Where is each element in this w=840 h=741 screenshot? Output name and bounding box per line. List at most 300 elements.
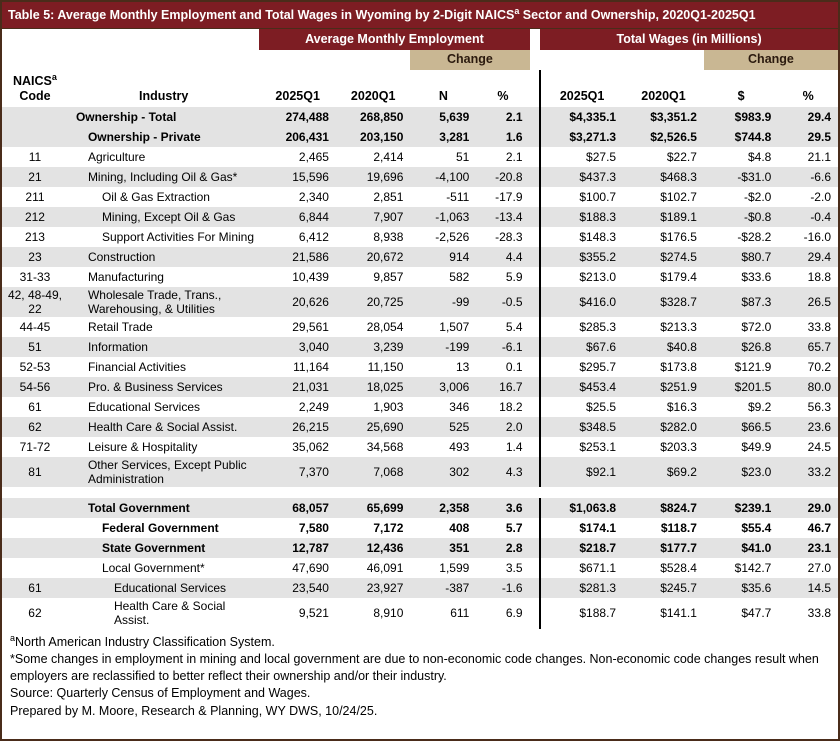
cell-emp-2025q1: 6,844 (259, 207, 336, 227)
cell-industry: Financial Activities (68, 357, 259, 377)
cell-emp-change-n: -99 (410, 287, 476, 317)
group-header-employment-change: Change (410, 50, 529, 70)
cell-emp-2020q1: 7,907 (336, 207, 410, 227)
cell-emp-2025q1: 12,787 (259, 538, 336, 558)
cell-wag-change-dollar: $41.0 (704, 538, 778, 558)
cell-wag-change-dollar: $80.7 (704, 247, 778, 267)
cell-wag-2020q1: $173.8 (623, 357, 704, 377)
cell-naics-code: 42, 48-49, 22 (2, 287, 68, 317)
cell-wag-change-pct: 18.8 (778, 267, 838, 287)
spacer-cell (336, 50, 410, 70)
cell-emp-change-n: 3,281 (410, 127, 476, 147)
cell-emp-2020q1: 19,696 (336, 167, 410, 187)
cell-wag-2020q1: $102.7 (623, 187, 704, 207)
spacer-cell (530, 457, 541, 487)
spacer-cell (530, 558, 541, 578)
cell-wag-2020q1: $282.0 (623, 417, 704, 437)
cell-naics-code: 31-33 (2, 267, 68, 287)
cell-emp-change-pct: -17.9 (476, 187, 529, 207)
cell-industry: Construction (68, 247, 259, 267)
cell-emp-change-pct: 1.6 (476, 127, 529, 147)
cell-industry: Mining, Except Oil & Gas (68, 207, 259, 227)
cell-wag-2020q1: $177.7 (623, 538, 704, 558)
cell-wag-change-pct: -2.0 (778, 187, 838, 207)
cell-wag-change-pct: -0.4 (778, 207, 838, 227)
cell-wag-2020q1: $245.7 (623, 578, 704, 598)
cell-wag-2025q1: $355.2 (540, 247, 623, 267)
cell-emp-change-n: 611 (410, 598, 476, 628)
cell-wag-change-dollar: $121.9 (704, 357, 778, 377)
cell-emp-2020q1: 8,910 (336, 598, 410, 628)
cell-emp-change-n: 1,507 (410, 317, 476, 337)
change-header-row (2, 50, 838, 70)
cell-wag-2025q1: $92.1 (540, 457, 623, 487)
cell-emp-change-n: 582 (410, 267, 476, 287)
footnote-source: Source: Quarterly Census of Employment and Wages. (10, 686, 311, 701)
cell-emp-2025q1: 11,164 (259, 357, 336, 377)
cell-naics-code: 213 (2, 227, 68, 247)
cell-wag-change-dollar: $49.9 (704, 437, 778, 457)
title-footnote-marker: a (514, 6, 520, 16)
cell-wag-change-dollar: $72.0 (704, 317, 778, 337)
cell-naics-code (2, 558, 68, 578)
cell-naics-code: 54-56 (2, 377, 68, 397)
cell-wag-2020q1: $141.1 (623, 598, 704, 628)
cell-emp-change-pct: 16.7 (476, 377, 529, 397)
col-header-emp-change-pct: % (476, 70, 529, 107)
spacer-cell (530, 207, 541, 227)
cell-emp-change-pct: 5.7 (476, 518, 529, 538)
cell-industry: Educational Services (68, 578, 259, 598)
cell-industry: Oil & Gas Extraction (68, 187, 259, 207)
col-header-wag-2020q1: 2020Q1 (623, 70, 704, 107)
cell-emp-change-n: 51 (410, 147, 476, 167)
cell-wag-change-dollar: $55.4 (704, 518, 778, 538)
cell-emp-change-n: -511 (410, 187, 476, 207)
cell-emp-2020q1: 25,690 (336, 417, 410, 437)
spacer-cell (530, 147, 541, 167)
cell-emp-change-pct: -13.4 (476, 207, 529, 227)
cell-wag-2020q1: $16.3 (623, 397, 704, 417)
cell-emp-2020q1: 9,857 (336, 267, 410, 287)
cell-emp-2025q1: 6,412 (259, 227, 336, 247)
cell-wag-change-dollar: -$2.0 (704, 187, 778, 207)
cell-emp-2020q1: 2,414 (336, 147, 410, 167)
table-row (2, 357, 838, 377)
cell-emp-change-n: 302 (410, 457, 476, 487)
table-row (2, 437, 838, 457)
cell-naics-code (2, 538, 68, 558)
cell-emp-change-pct: 5.9 (476, 267, 529, 287)
spacer-cell (259, 50, 336, 70)
cell-emp-2020q1: 23,927 (336, 578, 410, 598)
table-row (2, 317, 838, 337)
cell-wag-2025q1: $213.0 (540, 267, 623, 287)
cell-industry: Total Government (68, 498, 259, 518)
table-row (2, 107, 838, 127)
table-row (2, 397, 838, 417)
cell-wag-2025q1: $100.7 (540, 187, 623, 207)
cell-naics-code: 212 (2, 207, 68, 227)
cell-industry: State Government (68, 538, 259, 558)
table-row (2, 578, 838, 598)
spacer-cell (2, 29, 68, 51)
cell-emp-2025q1: 9,521 (259, 598, 336, 628)
spacer-cell (68, 50, 259, 70)
cell-wag-change-pct: 23.1 (778, 538, 838, 558)
cell-wag-2020q1: $22.7 (623, 147, 704, 167)
cell-wag-2020q1: $40.8 (623, 337, 704, 357)
spacer-cell (530, 29, 541, 51)
cell-wag-change-pct: 65.7 (778, 337, 838, 357)
cell-emp-change-n: 3,006 (410, 377, 476, 397)
cell-wag-change-dollar: $4.8 (704, 147, 778, 167)
table-row-spacer (2, 487, 838, 498)
cell-emp-2025q1: 7,580 (259, 518, 336, 538)
cell-emp-2020q1: 268,850 (336, 107, 410, 127)
cell-naics-code: 81 (2, 457, 68, 487)
cell-wag-change-pct: 33.8 (778, 317, 838, 337)
cell-naics-code (2, 107, 68, 127)
cell-industry: Information (68, 337, 259, 357)
cell-emp-change-n: 346 (410, 397, 476, 417)
cell-naics-code: 11 (2, 147, 68, 167)
cell-wag-2025q1: $437.3 (540, 167, 623, 187)
cell-emp-change-n: -387 (410, 578, 476, 598)
cell-wag-change-pct: 26.5 (778, 287, 838, 317)
col-header-wag-change-dollar: $ (704, 70, 778, 107)
cell-wag-change-dollar: $23.0 (704, 457, 778, 487)
cell-emp-2020q1: 65,699 (336, 498, 410, 518)
cell-naics-code: 211 (2, 187, 68, 207)
footnotes (2, 629, 838, 720)
cell-emp-change-pct: 5.4 (476, 317, 529, 337)
spacer-cell (530, 317, 541, 337)
cell-emp-change-pct: 4.4 (476, 247, 529, 267)
cell-emp-change-n: 914 (410, 247, 476, 267)
footnote-a-marker: a (10, 632, 16, 643)
cell-naics-code: 44-45 (2, 317, 68, 337)
cell-emp-change-n: -4,100 (410, 167, 476, 187)
cell-naics-code: 51 (2, 337, 68, 357)
cell-wag-2020q1: $2,526.5 (623, 127, 704, 147)
cell-naics-code: 61 (2, 397, 68, 417)
cell-emp-change-pct: -20.8 (476, 167, 529, 187)
footnote-asterisk: *Some changes in employment in mining and local government are due to non-economic code changes. Non-economic code changes result when employers are reclassified to better reflect their ownership and/or their industry. (10, 652, 819, 683)
table-row (2, 498, 838, 518)
cell-industry: Leisure & Hospitality (68, 437, 259, 457)
cell-wag-change-dollar: $26.8 (704, 337, 778, 357)
cell-emp-change-pct: 0.1 (476, 357, 529, 377)
cell-wag-2020q1: $189.1 (623, 207, 704, 227)
cell-emp-2020q1: 203,150 (336, 127, 410, 147)
cell-emp-2020q1: 7,172 (336, 518, 410, 538)
table-row (2, 127, 838, 147)
cell-industry: Educational Services (68, 397, 259, 417)
cell-industry: Wholesale Trade, Trans., Warehousing, & Utilities (68, 287, 259, 317)
cell-wag-change-pct: 33.8 (778, 598, 838, 628)
cell-industry: Ownership - Total (68, 107, 259, 127)
cell-emp-change-pct: 1.4 (476, 437, 529, 457)
spacer-cell (2, 487, 838, 498)
cell-wag-change-pct: 33.2 (778, 457, 838, 487)
footnote-a (10, 633, 830, 651)
footnote-a-text: North American Industry Classification System. (15, 634, 275, 649)
cell-emp-change-pct: -1.6 (476, 578, 529, 598)
cell-emp-change-n: -2,526 (410, 227, 476, 247)
cell-wag-2020q1: $176.5 (623, 227, 704, 247)
cell-wag-2025q1: $3,271.3 (540, 127, 623, 147)
cell-industry: Support Activities For Mining (68, 227, 259, 247)
cell-wag-change-dollar: $35.6 (704, 578, 778, 598)
cell-emp-change-n: 351 (410, 538, 476, 558)
cell-naics-code: 62 (2, 417, 68, 437)
cell-emp-2025q1: 47,690 (259, 558, 336, 578)
cell-wag-change-pct: 24.5 (778, 437, 838, 457)
spacer-cell (530, 377, 541, 397)
cell-wag-change-pct: 29.4 (778, 247, 838, 267)
column-header-row (2, 70, 838, 107)
table-row (2, 247, 838, 267)
cell-wag-change-dollar: $983.9 (704, 107, 778, 127)
cell-wag-change-pct: 80.0 (778, 377, 838, 397)
cell-wag-2020q1: $69.2 (623, 457, 704, 487)
cell-emp-2025q1: 2,465 (259, 147, 336, 167)
spacer-cell (530, 247, 541, 267)
table-row (2, 337, 838, 357)
cell-wag-change-dollar: $744.8 (704, 127, 778, 147)
cell-emp-2025q1: 21,031 (259, 377, 336, 397)
spacer-cell (530, 357, 541, 377)
table-row (2, 538, 838, 558)
cell-emp-change-pct: -28.3 (476, 227, 529, 247)
cell-industry: Mining, Including Oil & Gas* (68, 167, 259, 187)
cell-naics-code: 61 (2, 578, 68, 598)
cell-wag-change-dollar: $9.2 (704, 397, 778, 417)
cell-industry: Pro. & Business Services (68, 377, 259, 397)
cell-wag-change-dollar: -$0.8 (704, 207, 778, 227)
cell-emp-change-pct: 2.8 (476, 538, 529, 558)
cell-wag-change-dollar: $142.7 (704, 558, 778, 578)
cell-naics-code: 62 (2, 598, 68, 628)
cell-emp-change-pct: 6.9 (476, 598, 529, 628)
table-title (2, 2, 838, 29)
table-row (2, 457, 838, 487)
group-header-row (2, 29, 838, 51)
cell-wag-2025q1: $295.7 (540, 357, 623, 377)
cell-wag-change-pct: 56.3 (778, 397, 838, 417)
cell-naics-code: 71-72 (2, 437, 68, 457)
cell-emp-2025q1: 10,439 (259, 267, 336, 287)
cell-industry: Manufacturing (68, 267, 259, 287)
cell-emp-change-n: 13 (410, 357, 476, 377)
cell-emp-change-n: 408 (410, 518, 476, 538)
cell-wag-2025q1: $285.3 (540, 317, 623, 337)
cell-emp-change-n: 1,599 (410, 558, 476, 578)
cell-wag-2025q1: $671.1 (540, 558, 623, 578)
group-header-wages-change: Change (704, 50, 838, 70)
table-row (2, 558, 838, 578)
cell-naics-code: 52-53 (2, 357, 68, 377)
cell-wag-change-dollar: $47.7 (704, 598, 778, 628)
cell-wag-change-pct: -6.6 (778, 167, 838, 187)
cell-wag-2020q1: $213.3 (623, 317, 704, 337)
cell-emp-2020q1: 2,851 (336, 187, 410, 207)
table-row (2, 227, 838, 247)
spacer-cell (530, 437, 541, 457)
cell-emp-2025q1: 15,596 (259, 167, 336, 187)
cell-emp-2020q1: 20,725 (336, 287, 410, 317)
cell-industry: Agriculture (68, 147, 259, 167)
cell-wag-2025q1: $453.4 (540, 377, 623, 397)
cell-emp-2025q1: 29,561 (259, 317, 336, 337)
cell-industry: Health Care & Social Assist. (68, 598, 259, 628)
table-row (2, 207, 838, 227)
table-title-before: Table 5: Average Monthly Employment and Total Wages in Wyoming by 2-Digit NAICS (8, 8, 515, 23)
col-header-wag-2025q1: 2025Q1 (540, 70, 623, 107)
footnote-prepared-by: Prepared by M. Moore, Research & Planning, WY DWS, 10/24/25. (10, 703, 378, 718)
spacer-cell (530, 598, 541, 628)
cell-emp-2020q1: 34,568 (336, 437, 410, 457)
col-header-emp-2025q1: 2025Q1 (259, 70, 336, 107)
table-row (2, 187, 838, 207)
cell-wag-change-dollar: $87.3 (704, 287, 778, 317)
spacer-cell (530, 417, 541, 437)
cell-emp-change-n: 2,358 (410, 498, 476, 518)
table-row (2, 147, 838, 167)
cell-emp-change-pct: 3.5 (476, 558, 529, 578)
table-row (2, 598, 838, 628)
cell-wag-2025q1: $218.7 (540, 538, 623, 558)
cell-wag-2025q1: $253.1 (540, 437, 623, 457)
cell-wag-2020q1: $528.4 (623, 558, 704, 578)
cell-emp-change-pct: 18.2 (476, 397, 529, 417)
spacer-cell (530, 287, 541, 317)
table-row (2, 417, 838, 437)
cell-wag-change-dollar: $239.1 (704, 498, 778, 518)
spacer-cell (530, 50, 541, 70)
cell-wag-2020q1: $251.9 (623, 377, 704, 397)
cell-wag-change-pct: -16.0 (778, 227, 838, 247)
cell-wag-2025q1: $188.3 (540, 207, 623, 227)
cell-naics-code: 21 (2, 167, 68, 187)
group-header-wages: Total Wages (in Millions) (540, 29, 838, 51)
group-header-employment: Average Monthly Employment (259, 29, 529, 51)
cell-wag-2025q1: $4,335.1 (540, 107, 623, 127)
cell-wag-2025q1: $148.3 (540, 227, 623, 247)
spacer-cell (623, 50, 704, 70)
spacer-cell (530, 538, 541, 558)
cell-emp-2025q1: 2,340 (259, 187, 336, 207)
cell-emp-2020q1: 11,150 (336, 357, 410, 377)
cell-wag-change-pct: 29.5 (778, 127, 838, 147)
employment-wages-table (2, 29, 838, 629)
cell-wag-2025q1: $174.1 (540, 518, 623, 538)
table-row (2, 377, 838, 397)
cell-emp-2020q1: 12,436 (336, 538, 410, 558)
spacer-cell (540, 50, 623, 70)
col-header-emp-2020q1: 2020Q1 (336, 70, 410, 107)
cell-emp-2020q1: 28,054 (336, 317, 410, 337)
cell-emp-2025q1: 274,488 (259, 107, 336, 127)
cell-wag-change-pct: 23.6 (778, 417, 838, 437)
cell-industry: Retail Trade (68, 317, 259, 337)
cell-emp-change-pct: -6.1 (476, 337, 529, 357)
cell-wag-change-pct: 27.0 (778, 558, 838, 578)
cell-wag-2020q1: $203.3 (623, 437, 704, 457)
spacer-cell (68, 29, 259, 51)
spacer-cell (530, 167, 541, 187)
cell-emp-change-pct: 4.3 (476, 457, 529, 487)
spacer-cell (530, 107, 541, 127)
spacer-cell (530, 227, 541, 247)
cell-emp-2025q1: 68,057 (259, 498, 336, 518)
cell-emp-2020q1: 18,025 (336, 377, 410, 397)
spacer-cell (530, 127, 541, 147)
table-body (2, 107, 838, 629)
cell-wag-2020q1: $824.7 (623, 498, 704, 518)
cell-wag-2020q1: $328.7 (623, 287, 704, 317)
spacer-cell (530, 267, 541, 287)
cell-industry: Other Services, Except Public Administration (68, 457, 259, 487)
cell-wag-2020q1: $179.4 (623, 267, 704, 287)
cell-emp-change-pct: -0.5 (476, 287, 529, 317)
cell-wag-change-dollar: -$28.2 (704, 227, 778, 247)
cell-naics-code (2, 518, 68, 538)
col-header-naics-text: NAICS (13, 74, 52, 89)
spacer-cell (530, 578, 541, 598)
table-row (2, 287, 838, 317)
col-header-code-text: Code (19, 88, 51, 103)
col-header-wag-change-pct: % (778, 70, 838, 107)
cell-wag-change-pct: 29.4 (778, 107, 838, 127)
cell-wag-change-pct: 14.5 (778, 578, 838, 598)
table-row (2, 518, 838, 538)
cell-wag-2020q1: $468.3 (623, 167, 704, 187)
cell-industry: Federal Government (68, 518, 259, 538)
cell-emp-2025q1: 206,431 (259, 127, 336, 147)
spacer-cell (530, 70, 541, 107)
cell-naics-code: 23 (2, 247, 68, 267)
cell-emp-2025q1: 35,062 (259, 437, 336, 457)
col-header-naics-sup: a (51, 72, 57, 83)
cell-wag-2020q1: $3,351.2 (623, 107, 704, 127)
cell-emp-2020q1: 8,938 (336, 227, 410, 247)
cell-emp-change-pct: 2.1 (476, 107, 529, 127)
cell-emp-2025q1: 26,215 (259, 417, 336, 437)
cell-wag-2025q1: $67.6 (540, 337, 623, 357)
cell-naics-code (2, 127, 68, 147)
spacer-cell (530, 397, 541, 417)
cell-wag-change-dollar: -$31.0 (704, 167, 778, 187)
cell-emp-2025q1: 2,249 (259, 397, 336, 417)
table-row (2, 267, 838, 287)
cell-industry: Health Care & Social Assist. (68, 417, 259, 437)
cell-emp-change-n: 525 (410, 417, 476, 437)
cell-emp-change-pct: 3.6 (476, 498, 529, 518)
spacer-cell (530, 498, 541, 518)
col-header-naics-code (2, 70, 68, 107)
cell-wag-2025q1: $27.5 (540, 147, 623, 167)
cell-wag-change-pct: 70.2 (778, 357, 838, 377)
cell-emp-change-pct: 2.1 (476, 147, 529, 167)
cell-emp-2020q1: 3,239 (336, 337, 410, 357)
cell-wag-2025q1: $281.3 (540, 578, 623, 598)
table-row (2, 167, 838, 187)
cell-emp-2025q1: 21,586 (259, 247, 336, 267)
cell-wag-2025q1: $416.0 (540, 287, 623, 317)
cell-emp-2020q1: 7,068 (336, 457, 410, 487)
